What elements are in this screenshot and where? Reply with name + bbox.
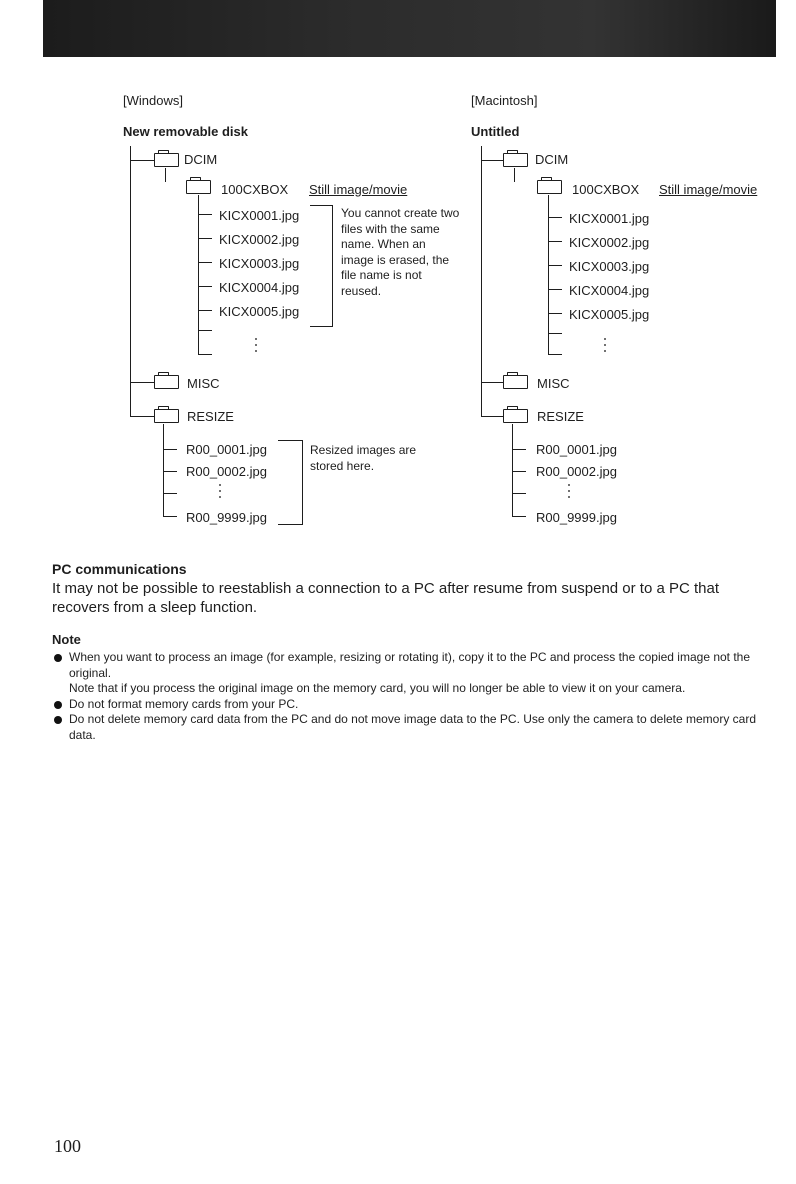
ellipsis-dots bbox=[255, 338, 257, 356]
note-item-subtext: Note that if you process the original image on the memory card, you will no longer be able to view it on your camera. bbox=[69, 681, 686, 695]
bracket-line bbox=[332, 205, 333, 327]
pc-section-body: It may not be possible to reestablish a connection to a PC after resume from suspend or to a PC that recovers from a sleep function. bbox=[52, 580, 720, 616]
windows-tree-trunk bbox=[130, 146, 131, 417]
mac-file: KICX0003.jpg bbox=[569, 259, 650, 274]
windows-file: KICX0003.jpg bbox=[219, 256, 300, 271]
windows-file: KICX0002.jpg bbox=[219, 232, 300, 247]
bracket-line bbox=[302, 440, 303, 525]
mac-dcim-label: DCIM bbox=[535, 152, 569, 167]
mac-subfolder-note: Still image/movie bbox=[659, 182, 758, 197]
windows-subfolder-label: 100CXBOX bbox=[221, 182, 289, 197]
note-list bbox=[52, 650, 768, 743]
windows-resize-file: R00_9999.jpg bbox=[186, 510, 267, 525]
note-item-text: Do not delete memory card data from the PC and do not move image data to the PC. Use only the camera to delete memory card data. bbox=[69, 712, 757, 742]
folder-icon bbox=[154, 409, 179, 423]
page-number: 100 bbox=[54, 1136, 81, 1156]
bullet-icon bbox=[54, 716, 62, 724]
mac-resize-label: RESIZE bbox=[537, 409, 584, 424]
mac-file: KICX0001.jpg bbox=[569, 211, 650, 226]
bullet-icon bbox=[54, 654, 62, 662]
list-item bbox=[52, 712, 768, 743]
mac-tree-trunk bbox=[481, 146, 482, 417]
ellipsis-dots bbox=[604, 338, 606, 356]
mac-file: KICX0005.jpg bbox=[569, 307, 650, 322]
windows-file: KICX0004.jpg bbox=[219, 280, 300, 295]
mac-misc-label: MISC bbox=[537, 376, 570, 391]
windows-drive-name: New removable disk bbox=[123, 124, 248, 139]
note-item-text: Do not format memory cards from your PC. bbox=[69, 696, 299, 711]
windows-file: KICX0005.jpg bbox=[219, 304, 300, 319]
header-band bbox=[43, 0, 776, 57]
mac-subfolder-label: 100CXBOX bbox=[572, 182, 640, 197]
folder-icon bbox=[154, 375, 179, 389]
mac-file: KICX0002.jpg bbox=[569, 235, 650, 250]
folder-icon bbox=[186, 180, 211, 194]
folder-icon bbox=[154, 153, 179, 167]
mac-file: KICX0004.jpg bbox=[569, 283, 650, 298]
folder-icon bbox=[537, 180, 562, 194]
windows-resize-label: RESIZE bbox=[187, 409, 234, 424]
windows-resize-note: Resized images are stored here. bbox=[310, 443, 417, 473]
windows-heading: [Windows] bbox=[123, 93, 183, 108]
folder-icon bbox=[503, 375, 528, 389]
mac-heading: [Macintosh] bbox=[471, 93, 538, 108]
folder-icon bbox=[503, 153, 528, 167]
list-item bbox=[52, 697, 768, 713]
note-title: Note bbox=[52, 632, 81, 647]
ellipsis-dots bbox=[568, 484, 570, 502]
ellipsis-dots bbox=[219, 484, 221, 502]
mac-resize-file: R00_0001.jpg bbox=[536, 442, 617, 457]
note-item-text: When you want to process an image (for example, resizing or rotating it), copy it to the PC and process the copied image not the original. bbox=[69, 650, 751, 680]
windows-bracket-note: You cannot create two files with the same name. When an image is erased, the file name is not reused. bbox=[341, 206, 460, 298]
folder-icon bbox=[503, 409, 528, 423]
mac-drive-name: Untitled bbox=[471, 124, 520, 139]
windows-misc-label: MISC bbox=[187, 376, 220, 391]
windows-resize-file: R00_0001.jpg bbox=[186, 442, 267, 457]
bullet-icon bbox=[54, 701, 62, 709]
pc-section-title: PC communications bbox=[52, 561, 187, 577]
mac-resize-file: R00_9999.jpg bbox=[536, 510, 617, 525]
windows-dcim-label: DCIM bbox=[184, 152, 218, 167]
windows-file: KICX0001.jpg bbox=[219, 208, 300, 223]
list-item bbox=[52, 650, 768, 697]
windows-subfolder-note: Still image/movie bbox=[309, 182, 408, 197]
mac-resize-file: R00_0002.jpg bbox=[536, 464, 617, 479]
windows-resize-file: R00_0002.jpg bbox=[186, 464, 267, 479]
